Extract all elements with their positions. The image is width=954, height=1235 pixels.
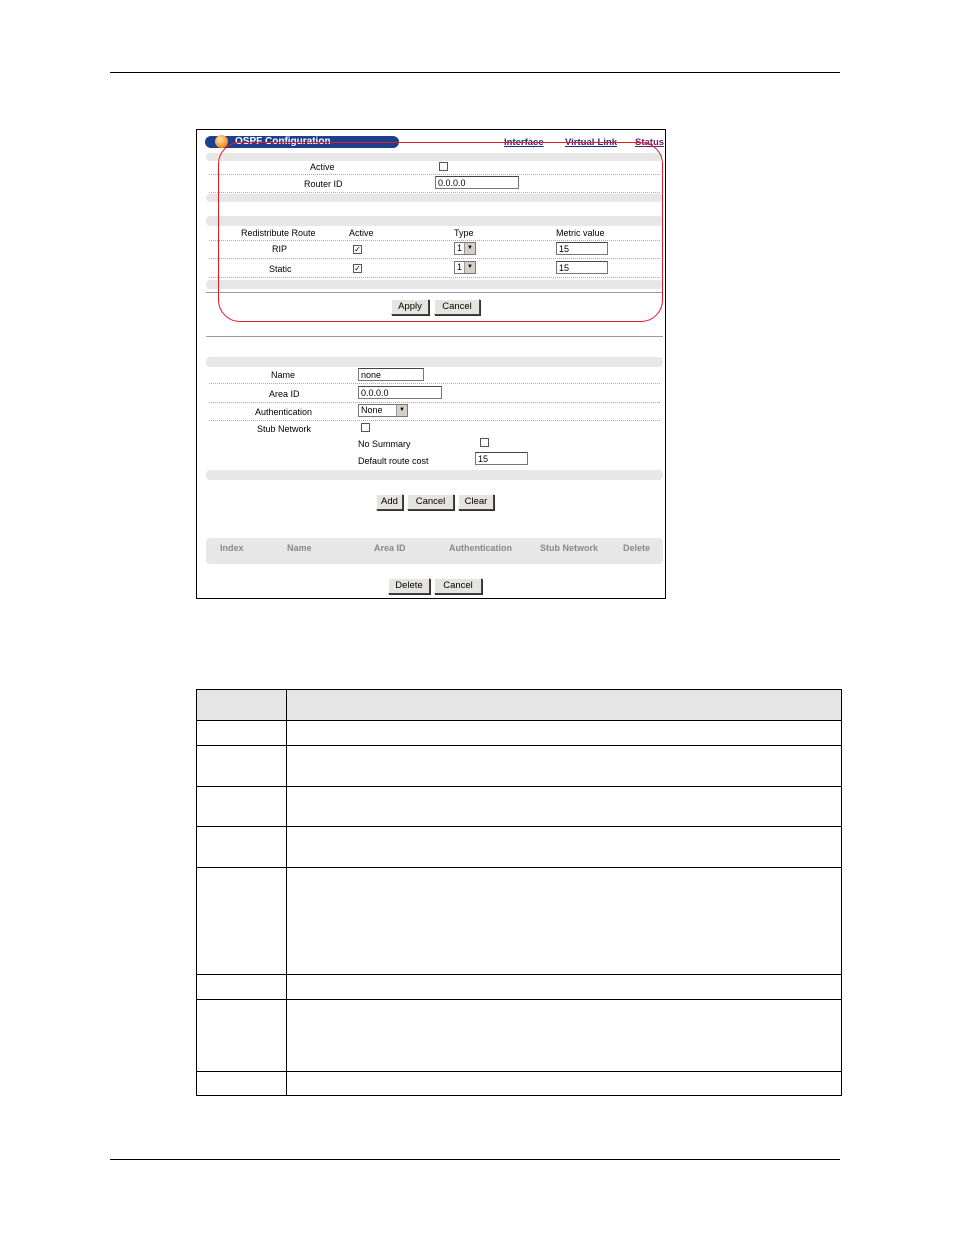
section-band-bottom [206,470,663,480]
stub-network-label: Stub Network [257,424,312,434]
name-label: Name [271,370,296,380]
table-header-index: Index [220,543,244,553]
table-cell [287,746,842,787]
table-cell [197,746,287,787]
table-header-area-id: Area ID [374,543,406,553]
no-summary-checkbox[interactable] [480,438,489,447]
chevron-down-icon: ▼ [464,243,475,254]
chevron-down-icon: ▼ [464,262,475,273]
table-header-delete: Delete [623,543,651,553]
rip-active-checkbox[interactable]: ✓ [354,245,361,254]
rip-type-value: 1 [457,243,463,253]
highlight-ring [218,142,663,322]
redistribute-metric-header: Metric value [556,228,605,238]
redistribute-active-header: Active [349,228,374,238]
table-header-name: Name [287,543,312,553]
chevron-down-icon: ▼ [396,405,407,416]
table-header-authentication: Authentication [449,543,512,553]
description-table [196,689,842,1096]
authentication-value: None [361,405,383,415]
router-id-label: Router ID [304,179,343,189]
nav-link-status[interactable]: Status [635,137,665,148]
cancel-delete-button[interactable]: Cancel [434,578,482,594]
table-row [197,1000,842,1072]
redistribute-type-header: Type [454,228,474,238]
clear-button[interactable]: Clear [458,494,494,510]
static-metric-input[interactable]: 15 [556,261,608,274]
table-cell [287,827,842,868]
authentication-label: Authentication [255,407,313,417]
footer-rule [110,1159,840,1160]
table-cell [197,868,287,975]
static-label: Static [269,264,292,274]
delete-button[interactable]: Delete [388,578,430,594]
table-cell [197,787,287,827]
router-id-input[interactable]: 0.0.0.0 [435,176,519,189]
table-cell [287,721,842,746]
section-separator [206,336,663,337]
add-button[interactable]: Add [376,494,403,510]
name-input[interactable]: none [358,368,424,381]
row-divider [209,420,660,421]
area-id-input[interactable]: 0.0.0.0 [358,386,442,399]
table-row [197,746,842,787]
static-active-checkbox[interactable]: ✓ [354,264,361,273]
table-row [197,787,842,827]
table-cell [197,975,287,1000]
authentication-select[interactable] [358,404,408,417]
nav-link-virtual-link[interactable]: Virtual-Link [565,137,618,148]
table-cell [197,1072,287,1096]
table-cell [287,1000,842,1072]
table-header-cell [197,690,287,721]
table-cell [287,1072,842,1096]
rip-metric-input[interactable]: 15 [556,242,608,255]
cancel-button[interactable]: Cancel [434,299,480,315]
table-header-row [197,690,842,721]
table-cell [197,827,287,868]
header-rule [110,72,840,73]
redistribute-route-header: Redistribute Route [241,228,316,238]
nav-link-interface[interactable]: Interface [504,137,544,148]
apply-button[interactable]: Apply [391,299,429,315]
table-cell [197,721,287,746]
row-divider [209,402,660,403]
row-divider [209,383,660,384]
table-row [197,827,842,868]
table-header-stub-network: Stub Network [540,543,599,553]
stub-network-checkbox[interactable] [361,423,370,432]
section-band-top [206,357,663,367]
table-row [197,1072,842,1096]
panel-title: OSPF Configuration [235,136,331,147]
ospf-config-panel [196,129,666,599]
table-header-cell [287,690,842,721]
table-cell [287,787,842,827]
static-type-value: 1 [457,262,463,272]
default-route-cost-input[interactable]: 15 [475,452,528,465]
default-route-cost-label: Default route cost [358,456,429,466]
cancel-area-button[interactable]: Cancel [407,494,454,510]
area-id-label: Area ID [269,389,300,399]
active-label: Active [310,162,335,172]
table-row [197,975,842,1000]
table-cell [287,868,842,975]
table-row [197,868,842,975]
no-summary-label: No Summary [358,439,411,449]
table-cell [197,1000,287,1072]
table-cell [287,975,842,1000]
table-row [197,721,842,746]
rip-label: RIP [272,244,288,254]
